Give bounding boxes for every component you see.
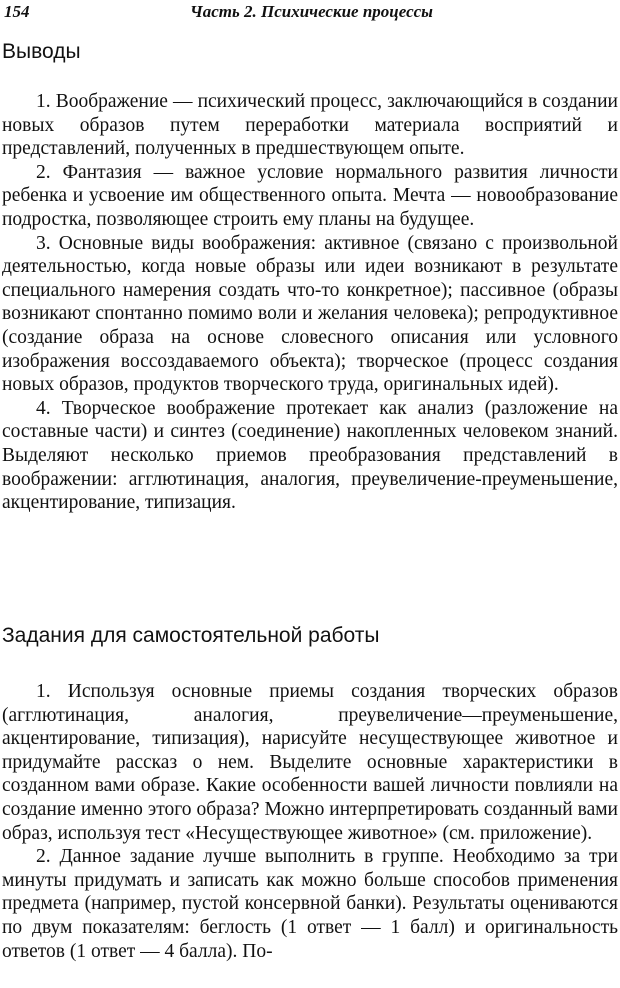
- section-heading-tasks: Задания для самостоятельной работы: [2, 624, 380, 647]
- conclusion-paragraph-3: 3. Основные виды воображения: активное (связано с произвольной деятельностью, когда новые образы или идеи возникают в результате специального намерения создать что-то конкретное); пассивное (образы возникают спонтанно помимо воли и желания человека); репродуктивное (создание образа на основе словесного описания или условного изображения воссоздаваемого объекта); творческое (процесс создания новых образов, продуктов творческого труда, оригинальных идей).: [2, 232, 618, 396]
- section-heading-conclusions: Выводы: [2, 40, 81, 63]
- task-paragraph-2: 2. Данное задание лучше выполнить в группе. Необходимо за три минуты придумать и записать как можно больше способов применения предмета (например, пустой консервной банки). Результаты оцениваются по двум показателям: беглость (1 ответ — 1 балл) и оригинальность ответов (1 ответ — 4 балла). По-: [2, 846, 618, 962]
- running-title: Часть 2. Психические процессы: [190, 2, 433, 21]
- page-number: 154: [4, 2, 30, 21]
- conclusion-paragraph-2: 2. Фантазия — важное условие нормального развития личности ребенка и усвоение им общественного опыта. Мечта — новообразование подростка, позволяющее строить ему планы на будущее.: [2, 161, 618, 230]
- tasks-body: [2, 680, 618, 963]
- conclusion-paragraph-4: 4. Творческое воображение протекает как анализ (разложение на составные части) и синтез (соединение) накопленных человеком знаний. Выделяют несколько приемов преобразования представлений в воображении: агглютинация, аналогия, преувеличение-преуменьшение, акцентирование, типизация.: [2, 397, 618, 514]
- running-header: [4, 2, 616, 24]
- conclusion-paragraph-1: 1. Воображение — психический процесс, заключающийся в создании новых образов путем переработки материала восприятий и представлений, полученных в предшествующем опыте.: [2, 91, 618, 160]
- task-paragraph-1: 1. Используя основные приемы создания творческих образов (агглютинация, аналогия, преувеличение—преуменьшение, акцентирование, типизация), нарисуйте несуществующее животное и придумайте рассказ о нем. Выделите основные характеристики в созданном вами образе. Какие особенности вашей личности повлияли на создание именно этого образа? Можно интерпретировать созданный вами образ, используя тест «Несуществующее животное» (см. приложение).: [2, 681, 618, 844]
- conclusions-body: [2, 90, 618, 515]
